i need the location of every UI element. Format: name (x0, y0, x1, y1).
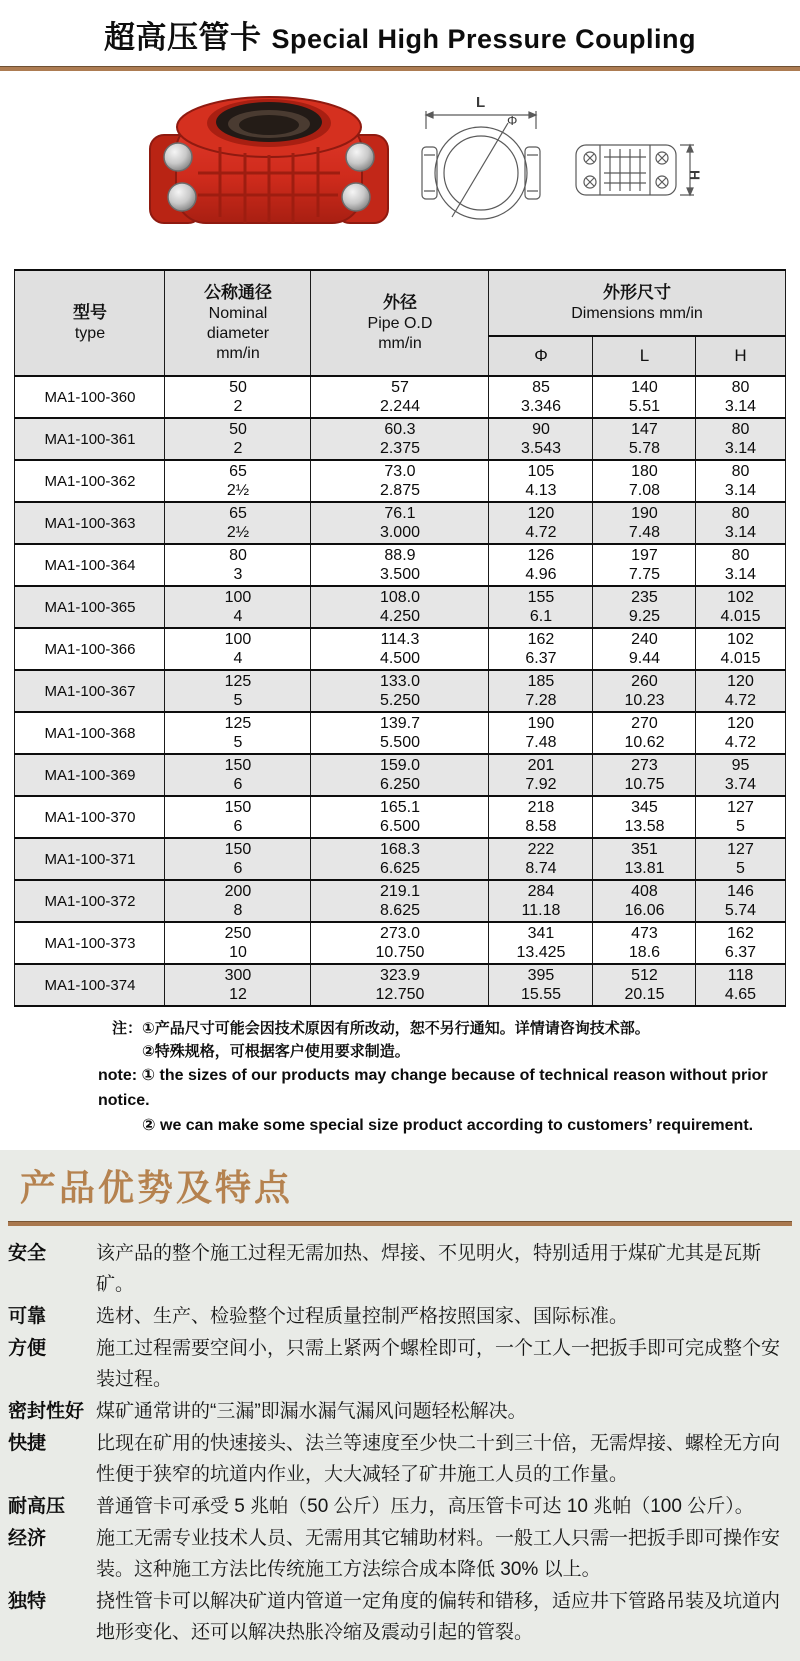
value-cell: 140 5.51 (593, 376, 696, 418)
dim-label-h: H (687, 170, 703, 181)
feature-label: 安全 (8, 1243, 47, 1264)
value-cell: 155 6.1 (489, 586, 593, 628)
value-cell: 90 3.543 (489, 418, 593, 460)
feature-label: 经济 (8, 1528, 47, 1549)
features-section (0, 1150, 800, 1661)
model-cell: MA1-100-364 (15, 544, 165, 586)
value-cell: 50 2 (165, 376, 311, 418)
front-view-drawing (422, 111, 540, 219)
col-header-dimensions (489, 270, 785, 336)
value-cell: 190 7.48 (593, 502, 696, 544)
images-row (0, 77, 800, 259)
feature-label: 密封性好 (8, 1401, 85, 1422)
value-cell: 218 8.58 (489, 796, 593, 838)
model-cell: MA1-100-362 (15, 460, 165, 502)
product-photo-red-coupling (148, 77, 390, 237)
model-cell: MA1-100-367 (15, 670, 165, 712)
table-row (15, 628, 785, 670)
model-cell: MA1-100-373 (15, 922, 165, 964)
note-en-1: note: ① the sizes of our products may change because of technical reason without prior notice. (98, 1067, 768, 1109)
feature-text: 选材、生产、检验整个过程质量控制严格按照国家、国际标准。 (96, 1306, 629, 1327)
table-row (15, 460, 785, 502)
feature-text: 施工过程需要空间小，只需上紧两个螺栓即可，一个工人一把扳手即可完成整个安装过程。 (96, 1338, 781, 1390)
value-cell: 80 3.14 (696, 376, 785, 418)
value-cell: 300 12 (165, 964, 311, 1006)
col-header-model (15, 270, 165, 376)
model-cell: MA1-100-365 (15, 586, 165, 628)
value-cell: 125 5 (165, 712, 311, 754)
feature-item (8, 1301, 788, 1332)
feature-text: 普通管卡可承受 5 兆帕（50 公斤）压力，高压管卡可达 10 兆帕（100 公斤）。 (96, 1496, 754, 1517)
value-cell: 73.0 2.875 (311, 460, 489, 502)
value-cell: 80 3.14 (696, 460, 785, 502)
value-cell: 65 2½ (165, 460, 311, 502)
table-row (15, 796, 785, 838)
col-header-nominal-zh: 公称通径 (203, 283, 272, 302)
model-cell: MA1-100-370 (15, 796, 165, 838)
feature-text: 施工无需专业技术人员、无需用其它辅助材料。一般工人只需一把扳手即可操作安装。这种施工方法比传统施工方法综合成本降低 30% 以上。 (96, 1528, 781, 1580)
value-cell: 240 9.44 (593, 628, 696, 670)
value-cell: 102 4.015 (696, 586, 785, 628)
value-cell: 159.0 6.250 (311, 754, 489, 796)
feature-label: 独特 (8, 1591, 47, 1612)
value-cell: 273 10.75 (593, 754, 696, 796)
value-cell: 162 6.37 (489, 628, 593, 670)
value-cell: 50 2 (165, 418, 311, 460)
model-cell: MA1-100-368 (15, 712, 165, 754)
value-cell: 162 6.37 (696, 922, 785, 964)
note-zh-1: 注：①产品尺寸可能会因技术原因有所改动，恕不另行通知。详情请咨询技术部。 (112, 1020, 650, 1037)
feature-item (8, 1238, 788, 1300)
value-cell: 200 8 (165, 880, 311, 922)
value-cell: 133.0 5.250 (311, 670, 489, 712)
feature-item (8, 1586, 788, 1648)
feature-item (8, 1491, 788, 1522)
value-cell: 105 4.13 (489, 460, 593, 502)
features-section-title: 产品优势及特点 (20, 1167, 294, 1208)
feature-item (8, 1428, 788, 1490)
value-cell: 139.7 5.500 (311, 712, 489, 754)
value-cell: 76.1 3.000 (311, 502, 489, 544)
col-header-phi: Φ (489, 336, 593, 376)
table-row (15, 376, 785, 418)
col-header-od-unit: mm/in (378, 335, 422, 352)
value-cell: 102 4.015 (696, 628, 785, 670)
technical-drawing (404, 85, 704, 235)
model-cell: MA1-100-360 (15, 376, 165, 418)
table-row (15, 502, 785, 544)
value-cell: 114.3 4.500 (311, 628, 489, 670)
table-row (15, 880, 785, 922)
features-rule (8, 1221, 792, 1226)
table-row (15, 418, 785, 460)
table-row (15, 712, 785, 754)
value-cell: 395 15.55 (489, 964, 593, 1006)
feature-text: 比现在矿用的快速接头、法兰等速度至少快二十到三十倍，无需焊接、螺栓无方向性便于狭窄的坑道内作业，大大减轻了矿井施工人员的工作量。 (96, 1433, 781, 1485)
value-cell: 108.0 4.250 (311, 586, 489, 628)
note-zh-2: ②特殊规格，可根据客户使用要求制造。 (142, 1043, 410, 1060)
note-en-2: ② we can make some special size product according to customers’ requirement. (142, 1117, 754, 1134)
value-cell: 100 4 (165, 628, 311, 670)
value-cell: 125 5 (165, 670, 311, 712)
value-cell: 408 16.06 (593, 880, 696, 922)
value-cell: 100 4 (165, 586, 311, 628)
value-cell: 273.0 10.750 (311, 922, 489, 964)
value-cell: 80 3.14 (696, 418, 785, 460)
value-cell: 57 2.244 (311, 376, 489, 418)
value-cell: 512 20.15 (593, 964, 696, 1006)
feature-item (8, 1396, 788, 1427)
value-cell: 197 7.75 (593, 544, 696, 586)
value-cell: 85 3.346 (489, 376, 593, 418)
value-cell: 80 3.14 (696, 502, 785, 544)
table-row (15, 964, 785, 1006)
table-row (15, 670, 785, 712)
feature-text: 该产品的整个施工过程无需加热、焊接、不见明火，特别适用于煤矿尤其是瓦斯矿。 (96, 1243, 762, 1295)
col-header-nominal (165, 270, 311, 376)
feature-label: 可靠 (8, 1306, 47, 1327)
table-row (15, 922, 785, 964)
value-cell: 60.3 2.375 (311, 418, 489, 460)
feature-item (8, 1333, 788, 1395)
value-cell: 260 10.23 (593, 670, 696, 712)
col-header-nominal-unit: mm/in (216, 345, 260, 362)
feature-label: 方便 (8, 1338, 47, 1359)
col-header-dims-en: Dimensions mm/in (571, 305, 703, 322)
value-cell: 95 3.74 (696, 754, 785, 796)
side-view-drawing (576, 145, 694, 195)
value-cell: 150 6 (165, 796, 311, 838)
value-cell: 146 5.74 (696, 880, 785, 922)
value-cell: 235 9.25 (593, 586, 696, 628)
feature-label: 快捷 (8, 1433, 47, 1454)
value-cell: 147 5.78 (593, 418, 696, 460)
dim-label-l: L (476, 94, 486, 111)
feature-text: 煤矿通常讲的“三漏”即漏水漏气漏风问题轻松解决。 (96, 1401, 527, 1422)
table-row (15, 586, 785, 628)
features-list (0, 1236, 800, 1648)
value-cell: 127 5 (696, 796, 785, 838)
value-cell: 345 13.58 (593, 796, 696, 838)
col-header-dims-zh: 外形尺寸 (603, 283, 671, 302)
table-row (15, 754, 785, 796)
spec-table (14, 269, 785, 1007)
value-cell: 80 3.14 (696, 544, 785, 586)
value-cell: 65 2½ (165, 502, 311, 544)
value-cell: 120 4.72 (696, 670, 785, 712)
page-title-zh: 超高压管卡 (103, 20, 262, 55)
value-cell: 168.3 6.625 (311, 838, 489, 880)
value-cell: 284 11.18 (489, 880, 593, 922)
feature-label: 耐高压 (8, 1496, 66, 1517)
value-cell: 185 7.28 (489, 670, 593, 712)
value-cell: 127 5 (696, 838, 785, 880)
header-rule (0, 66, 800, 71)
page-header (0, 0, 800, 71)
col-header-nominal-en2: diameter (206, 325, 270, 342)
model-cell: MA1-100-366 (15, 628, 165, 670)
page-title (0, 12, 800, 57)
value-cell: 180 7.08 (593, 460, 696, 502)
feature-item (8, 1523, 788, 1585)
dim-label-phi: Φ (507, 113, 518, 128)
col-header-nominal-en1: Nominal (208, 305, 268, 322)
value-cell: 270 10.62 (593, 712, 696, 754)
value-cell: 201 7.92 (489, 754, 593, 796)
table-row (15, 544, 785, 586)
value-cell: 473 18.6 (593, 922, 696, 964)
col-header-l: L (593, 336, 696, 376)
value-cell: 150 6 (165, 754, 311, 796)
col-header-od-en: Pipe O.D (367, 315, 433, 332)
value-cell: 165.1 6.500 (311, 796, 489, 838)
spec-table-body (15, 376, 785, 1006)
model-cell: MA1-100-372 (15, 880, 165, 922)
value-cell: 150 6 (165, 838, 311, 880)
col-header-model-en: type (74, 325, 106, 342)
col-header-od (311, 270, 489, 376)
value-cell: 323.9 12.750 (311, 964, 489, 1006)
page-title-en: Special High Pressure Coupling (271, 24, 697, 54)
value-cell: 88.9 3.500 (311, 544, 489, 586)
col-header-model-zh: 型号 (72, 303, 107, 322)
value-cell: 126 4.96 (489, 544, 593, 586)
value-cell: 341 13.425 (489, 922, 593, 964)
value-cell: 222 8.74 (489, 838, 593, 880)
value-cell: 219.1 8.625 (311, 880, 489, 922)
col-header-od-zh: 外径 (382, 293, 417, 312)
value-cell: 80 3 (165, 544, 311, 586)
feature-text: 挠性管卡可以解决矿道内管道一定角度的偏转和错移，适应井下管路吊装及坑道内地形变化、还可以解决热胀冷缩及震动引起的管裂。 (96, 1591, 781, 1643)
model-cell: MA1-100-363 (15, 502, 165, 544)
spec-table-header (15, 270, 785, 376)
value-cell: 120 4.72 (696, 712, 785, 754)
value-cell: 120 4.72 (489, 502, 593, 544)
value-cell: 351 13.81 (593, 838, 696, 880)
col-header-h: H (696, 336, 785, 376)
model-cell: MA1-100-361 (15, 418, 165, 460)
model-cell: MA1-100-369 (15, 754, 165, 796)
value-cell: 190 7.48 (489, 712, 593, 754)
model-cell: MA1-100-371 (15, 838, 165, 880)
model-cell: MA1-100-374 (15, 964, 165, 1006)
table-row (15, 838, 785, 880)
notes-block (98, 1017, 800, 1138)
value-cell: 118 4.65 (696, 964, 785, 1006)
value-cell: 250 10 (165, 922, 311, 964)
